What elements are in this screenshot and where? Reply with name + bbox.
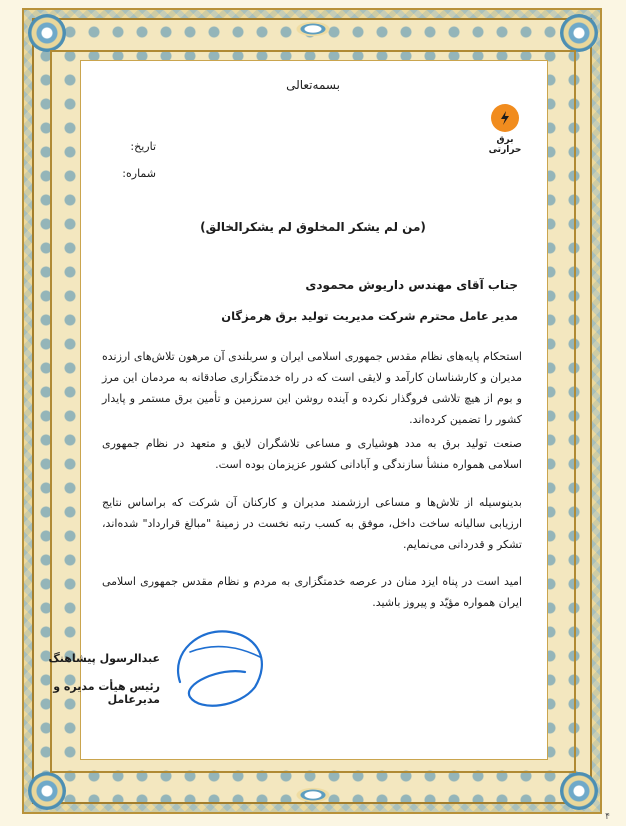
signatory-role: رئیس هیأت مدیره و مدیرعامل (53, 680, 160, 706)
top-medallion-icon (283, 16, 343, 42)
corner-ornament-icon (28, 14, 66, 52)
corner-ornament-icon (28, 772, 66, 810)
signatory-name: عبدالرسول پیشاهنگ (48, 652, 160, 665)
paragraph: استحکام پایه‌های نظام مقدس جمهوری اسلامی ایران و سربلندی آن مرهون تلاش‌های ارزنده مدیران و کارشناسان کارآمد و لایقی است که در راه خدمتگزاری صادقانه به مردمان این مرز و بوم از هیچ تلاشی فروگذار نکرده و آینده روشن این سرزمین و تأمین برق مستمر و پایدار کشور را تضمین کرده‌اند. (102, 350, 522, 426)
corner-ornament-icon (560, 772, 598, 810)
bismillah-heading: بسمه‌تعالی (286, 78, 340, 92)
lightning-icon (491, 104, 519, 132)
number-label: شماره: (122, 167, 156, 180)
page-number: ۴ (605, 812, 610, 822)
company-logo (488, 104, 522, 156)
paragraph: بدینوسیله از تلاش‌ها و مساعی ارزشمند مدیران و کارکنان آن شرکت که براساس نتایج ارزیابی سالیانه ساخت داخل، موفق به کسب رتبه نخست در زمینهٔ "مبالغ قرارداد" شده‌اند، تشکر و قدردانی می‌نمایم. (102, 496, 522, 551)
date-label: تاریخ: (130, 140, 156, 153)
logo-text: برق حرارتی (488, 135, 522, 155)
handwritten-signature (160, 612, 280, 722)
addressee-name: جناب آقای مهندس داریوش محمودی (305, 278, 518, 292)
corner-ornament-icon (560, 14, 598, 52)
bottom-medallion-icon (283, 782, 343, 808)
addressee-position: مدیر عامل محترم شرکت مدیریت تولید برق هرمزگان (221, 309, 518, 323)
quote-line: (من لم یشکر المخلوق لم یشکرالخالق) (200, 220, 426, 234)
paragraph: صنعت تولید برق به مدد هوشیاری و مساعی تلاشگران لایق و متعهد در نظام جمهوری اسلامی همواره منشأ سازندگی و آبادانی کشور عزیزمان بوده است. (102, 437, 522, 471)
paragraph: امید است در پناه ایزد منان در عرصه خدمتگزاری به مردم و نظام مقدس جمهوری اسلامی ایران همواره مؤیّد و پیروز باشید. (102, 575, 522, 609)
